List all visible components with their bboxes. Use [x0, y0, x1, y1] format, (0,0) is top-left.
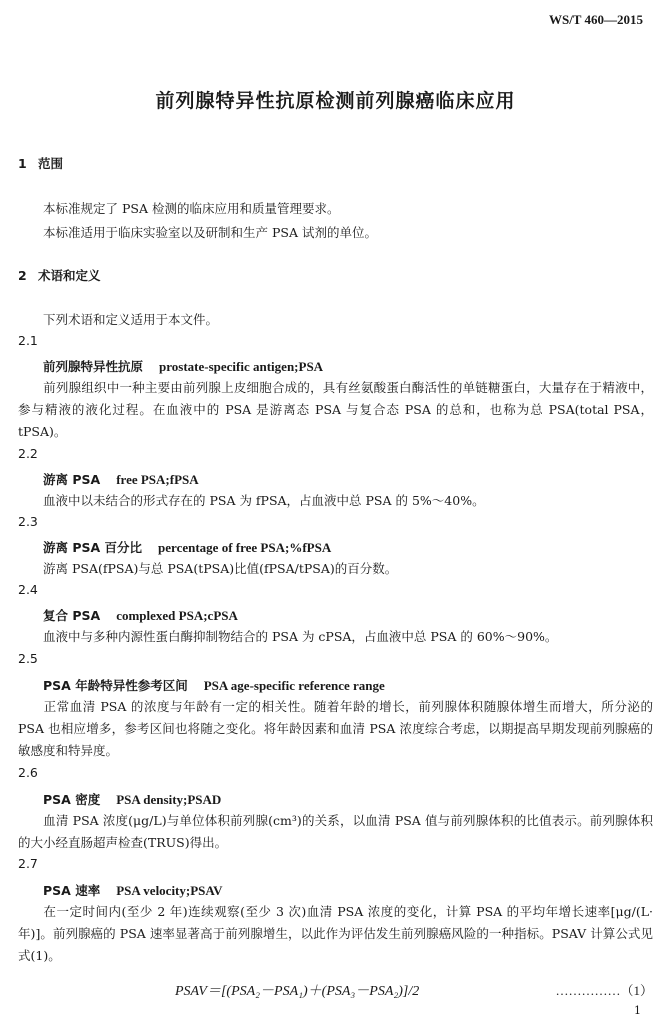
term-definition: [18, 810, 653, 854]
section-number: 2: [18, 268, 27, 283]
term-name: [43, 606, 238, 624]
term-name: [43, 538, 331, 556]
term-definition: [18, 558, 653, 580]
formula: PSAV＝[(PSA₂－PSA₁)＋(PSA₃－PSA₂)]/2: [175, 984, 420, 999]
section-heading-1: [18, 154, 63, 172]
term-number: 2.2: [18, 446, 38, 461]
term-definition: [18, 490, 653, 512]
section-title: 术语和定义: [38, 268, 101, 283]
term-definition: [18, 901, 653, 967]
formula-number: ……………（1）: [555, 983, 653, 998]
paragraph-text: 本标准规定了 PSA 检测的临床应用和质量管理要求。: [43, 201, 340, 216]
paragraph: [18, 309, 653, 331]
section-number: 1: [18, 156, 27, 171]
page-number: 1: [634, 1004, 641, 1017]
term-cn: 游离 PSA 百分比: [43, 540, 143, 555]
definition-text: 血液中以未结合的形式存在的 PSA 为 fPSA，占血液中总 PSA 的 5%～40%。: [43, 493, 485, 508]
definition-text: 血清 PSA 浓度(μg/L)与单位体积前列腺(cm³)的关系，以血清 PSA 值与前列腺体积的比值表示。前列腺体积的大小经直肠超声检查(TRUS)得出。: [18, 813, 653, 850]
term-cn: PSA 速率: [43, 883, 101, 898]
paragraph-text: 下列术语和定义适用于本文件。: [43, 312, 219, 327]
term-en: percentage of free PSA;%fPSA: [158, 540, 332, 555]
term-number: 2.3: [18, 514, 38, 529]
definition-text: 游离 PSA(fPSA)与总 PSA(tPSA)比值(fPSA/tPSA)的百分数。: [43, 561, 398, 576]
term-number: 2.1: [18, 333, 38, 348]
term-definition: [18, 696, 653, 762]
term-number: 2.4: [18, 582, 38, 597]
definition-text: 正常血清 PSA 的浓度与年龄有一定的相关性。随着年龄的增长，前列腺体积随腺体增生而增大，所分泌的 PSA 也相应增多，参考区间也将随之变化。将年龄因素和血清 PSA 浓度综合考虑，以期提高早期发现前列腺癌的敏感度和特异度。: [18, 699, 653, 758]
term-cn: 前列腺特异性抗原: [43, 359, 144, 374]
term-definition: [18, 626, 653, 648]
term-en: PSA velocity;PSAV: [116, 883, 223, 898]
term-en: free PSA;fPSA: [116, 472, 199, 487]
definition-text: 血液中与多种内源性蛋白酶抑制物结合的 PSA 为 cPSA，占血液中总 PSA 的 60%～90%。: [43, 629, 558, 644]
term-en: PSA density;PSAD: [116, 792, 222, 807]
document-title: 前列腺特异性抗原检测前列腺癌临床应用: [155, 90, 516, 112]
term-name: [43, 676, 385, 694]
term-cn: PSA 密度: [43, 792, 101, 807]
term-name: [43, 881, 223, 899]
definition-text: 前列腺组织中一种主要由前列腺上皮细胞合成的，具有丝氨酸蛋白酶活性的单链糖蛋白，大量存在于精液中，参与精液的液化过程。在血液中的 PSA 是游离态 PSA 与复合态 PSA 的总和，也称为总 PSA(total PSA，tPSA)。: [18, 380, 653, 439]
term-cn: 复合 PSA: [43, 608, 101, 623]
definition-text: 在一定时间内(至少 2 年)连续观察(至少 3 次)血清 PSA 浓度的变化，计算 PSA 的平均年增长速率[μg/(L·年)]。前列腺癌的 PSA 速率显著高于前列腺增生，以此作为评估发生前列腺癌风险的一种指标。PSAV 计算公式见式(1)。: [18, 904, 653, 963]
term-number: 2.6: [18, 765, 38, 780]
term-name: [43, 357, 323, 375]
paragraph: [18, 198, 653, 220]
term-definition: [18, 377, 653, 443]
section-heading-2: [18, 266, 101, 284]
term-en: complexed PSA;cPSA: [116, 608, 238, 623]
term-name: [43, 470, 199, 488]
term-en: PSA age-specific reference range: [203, 678, 385, 693]
term-name: [43, 790, 221, 808]
paragraph-text: 本标准适用于临床实验室以及研制和生产 PSA 试剂的单位。: [43, 225, 377, 240]
term-cn: PSA 年龄特异性参考区间: [43, 678, 188, 693]
section-title: 范围: [38, 156, 64, 171]
term-en: prostate-specific antigen;PSA: [159, 359, 324, 374]
term-cn: 游离 PSA: [43, 472, 101, 487]
term-number: 2.5: [18, 651, 38, 666]
term-number: 2.7: [18, 856, 38, 871]
standard-code: WS/T 460—2015: [548, 12, 643, 27]
paragraph: [18, 222, 653, 244]
